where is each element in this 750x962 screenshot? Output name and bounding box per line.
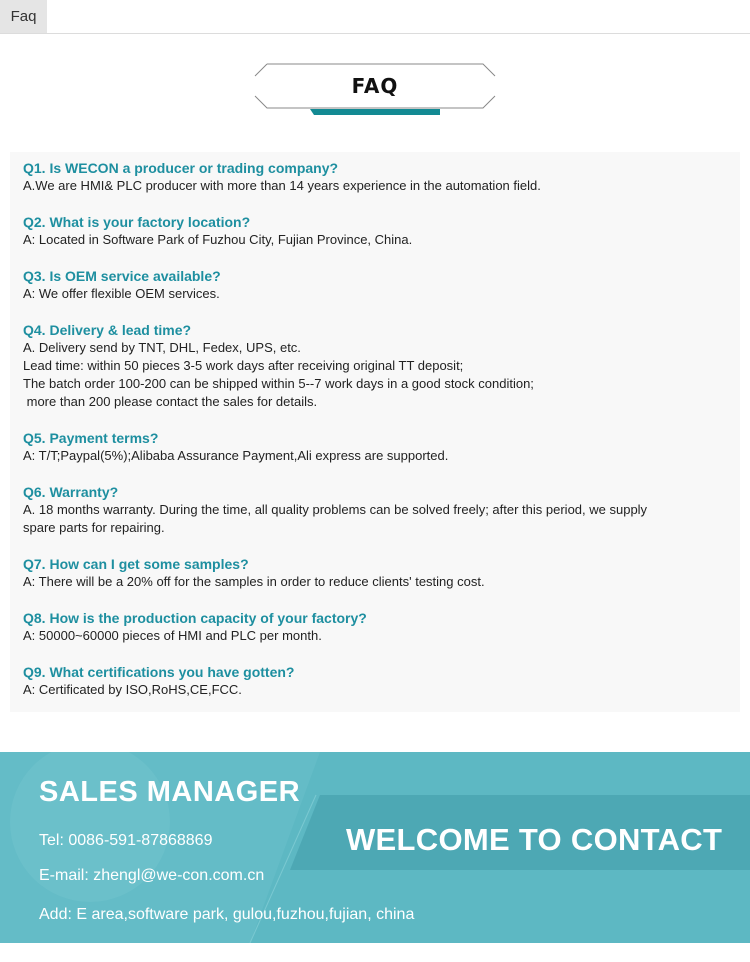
faq-question: Q7. How can I get some samples? <box>23 556 249 572</box>
faq-answer-line: A: T/T;Paypal(5%);Alibaba Assurance Payment,Ali express are supported. <box>23 448 449 463</box>
faq-question: Q3. Is OEM service available? <box>23 268 221 284</box>
faq-item <box>23 267 727 303</box>
contact-banner <box>0 752 750 943</box>
faq-item <box>23 213 727 249</box>
tab-bar <box>0 0 750 34</box>
faq-answer-line: The batch order 100-200 can be shipped within 5--7 work days in a good stock condition; <box>23 376 534 391</box>
tab-faq[interactable]: Faq <box>0 0 47 33</box>
faq-item <box>23 483 727 537</box>
faq-question: Q1. Is WECON a producer or trading company? <box>23 160 339 176</box>
faq-answer-line: A: 50000~60000 pieces of HMI and PLC per month. <box>23 628 322 643</box>
faq-question: Q2. What is your factory location? <box>23 214 251 230</box>
faq-item <box>23 609 727 645</box>
faq-answer-line: A.We are HMI& PLC producer with more than 14 years experience in the automation field. <box>23 178 541 193</box>
faq-answer-line: A: We offer flexible OEM services. <box>23 286 220 301</box>
faq-list <box>10 152 740 712</box>
contact-address: Add: E area,software park, gulou,fuzhou,fujian, china <box>39 906 415 923</box>
faq-item <box>23 663 727 699</box>
faq-question: Q6. Warranty? <box>23 484 119 500</box>
welcome-text: WELCOME TO CONTACT <box>346 822 723 857</box>
faq-answer-line: A. 18 months warranty. During the time, all quality problems can be solved freely; after this period, we supply <box>23 502 648 517</box>
faq-title: FAQ <box>351 74 399 98</box>
faq-answer-line: Lead time: within 50 pieces 3-5 work days after receiving original TT deposit; <box>23 358 464 373</box>
faq-question: Q9. What certifications you have gotten? <box>23 664 295 680</box>
contact-email[interactable]: E-mail: zhengl@we-con.com.cn <box>39 867 265 884</box>
faq-item <box>23 159 727 195</box>
faq-item <box>23 321 727 411</box>
faq-question: Q8. How is the production capacity of your factory? <box>23 610 367 626</box>
faq-answer-line: spare parts for repairing. <box>23 520 165 535</box>
faq-header <box>254 60 496 120</box>
faq-answer-line: A: There will be a 20% off for the samples in order to reduce clients' testing cost. <box>23 574 485 589</box>
faq-item <box>23 555 727 591</box>
faq-answer-line: A: Located in Software Park of Fuzhou City, Fujian Province, China. <box>23 232 413 247</box>
sales-manager-title: SALES MANAGER <box>39 776 301 808</box>
faq-answer-line: more than 200 please contact the sales for details. <box>23 394 318 409</box>
faq-answer-line: A: Certificated by ISO,RoHS,CE,FCC. <box>23 682 242 697</box>
contact-tel: Tel: 0086-591-87868869 <box>39 832 213 849</box>
faq-question: Q5. Payment terms? <box>23 430 159 446</box>
faq-answer-line: A. Delivery send by TNT, DHL, Fedex, UPS, etc. <box>23 340 301 355</box>
faq-item <box>23 429 727 465</box>
faq-question: Q4. Delivery & lead time? <box>23 322 192 338</box>
